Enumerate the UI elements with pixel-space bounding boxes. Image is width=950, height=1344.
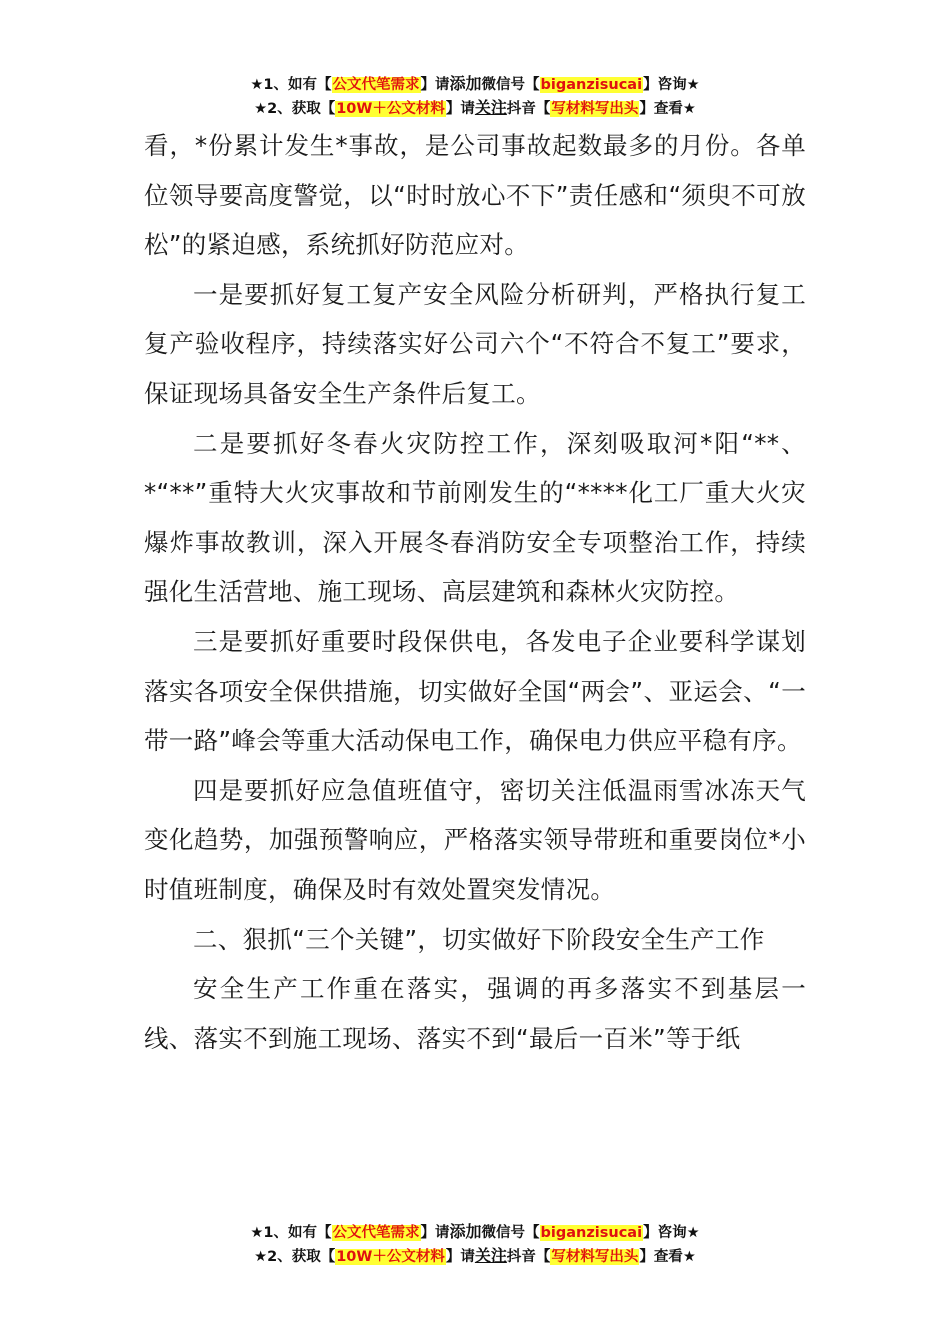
highlight-wechat-id: biganzisucai	[540, 1225, 643, 1241]
footer-line-2: ★2、获取【10W＋公文材料】请关注抖音【写材料写出头】查看★	[254, 1246, 696, 1265]
highlight-wechat-id: biganzisucai	[540, 77, 643, 93]
highlight-materials: 10W＋公文材料	[336, 101, 445, 117]
header-banner	[0, 72, 950, 120]
highlight-douyin: 写材料写出头	[551, 101, 639, 117]
footer-line-1: ★1、如有【公文代笔需求】请添加微信号【biganzisucai】咨询★	[250, 1222, 700, 1241]
banner-line-1: ★1、如有【公文代笔需求】请添加微信号【biganzisucai】咨询★	[250, 74, 700, 93]
paragraph-item-2: 二是要抓好冬春火灾防控工作，深刻吸取河*阳“**、*“**”重特大火灾事故和节前刚发生的“****化工厂重大火灾爆炸事故教训，深入开展冬春消防安全专项整治工作，持续强化生活营地、施工现场、高层建筑和森林火灾防控。	[144, 428, 806, 607]
paragraph-item-3: 三是要抓好重要时段保供电，各发电子企业要科学谋划落实各项安全保供措施，切实做好全国“两会”、亚运会、“一带一路”峰会等重大活动保电工作，确保电力供应平稳有序。	[144, 626, 806, 756]
banner-line-2: ★2、获取【10W＋公文材料】请关注抖音【写材料写出头】查看★	[254, 98, 696, 117]
paragraph-item-4: 四是要抓好应急值班值守，密切关注低温雨雪冰冻天气变化趋势，加强预警响应，严格落实领导带班和重要岗位*小时值班制度，确保及时有效处置突发情况。	[144, 775, 806, 904]
highlight-service: 公文代笔需求	[332, 1225, 420, 1241]
highlight-douyin: 写材料写出头	[551, 1249, 639, 1265]
paragraph-item-1: 一是要抓好复工复产安全风险分析研判，严格执行复工复产验收程序，持续落实好公司六个“不符合不复工”要求，保证现场具备安全生产条件后复工。	[144, 279, 806, 408]
highlight-materials: 10W＋公文材料	[336, 1249, 445, 1265]
document-body	[144, 121, 806, 1063]
section-heading: 二、狠抓“三个关键”，切实做好下阶段安全生产工作	[193, 924, 765, 954]
footer-banner	[0, 1220, 950, 1268]
highlight-service: 公文代笔需求	[332, 77, 420, 93]
paragraph-section-intro: 安全生产工作重在落实，强调的再多落实不到基层一线、落实不到施工现场、落实不到“最后一百米”等于纸	[144, 974, 806, 1053]
paragraph-continued: 看，*份累计发生*事故，是公司事故起数最多的月份。各单位领导要高度警觉，以“时时放心不下”责任感和“须臾不可放松”的紧迫感，系统抓好防范应对。	[144, 131, 806, 260]
